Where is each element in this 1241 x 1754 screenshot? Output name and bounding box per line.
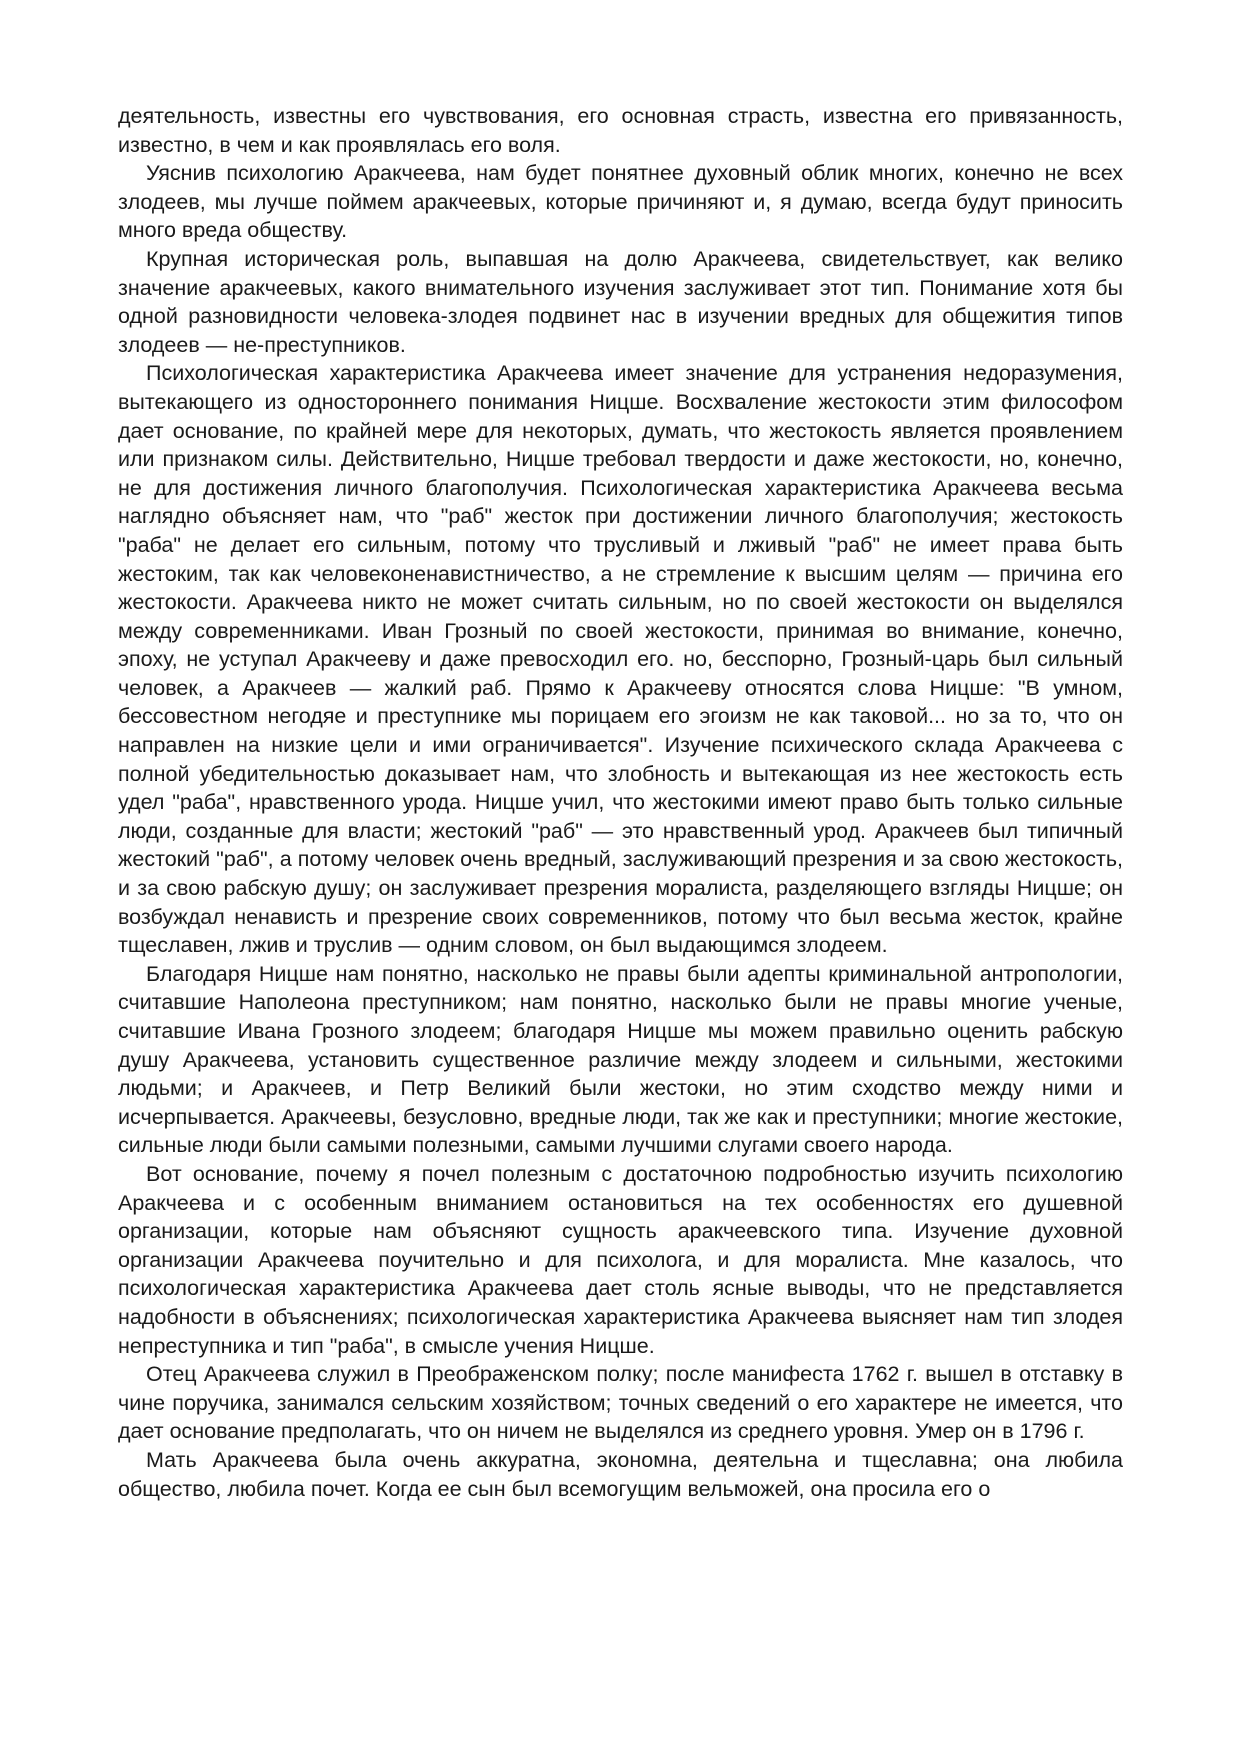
paragraph: Психологическая характеристика Аракчеева имеет значение для устранения недоразумения, вытекающего из одностороннего понимания Ницше. Восхваление жестокости этим философом дает основание, по крайней мере для некоторых, думать, что жестокость является проявлением или признаком силы. Действительно, Ницше требовал твердости и даже жестокости, но, конечно, не для достижения личного благополучия. Психологическая характеристика Аракчеева весьма наглядно объясняет нам, что "раб" жесток при достижении личного благополучия; жестокость "раба" не делает его сильным, потому что трусливый и лживый "раб" не имеет права быть жестоким, так как человеконенавистничество, а не стремление к высшим целям — причина его жестокости. Аракчеева никто не может считать сильным, но по своей жестокости он выделялся между современниками. Иван Грозный по своей жестокости, принимая во внимание, конечно, эпоху, не уступал Аракчееву и даже превосходил его. но, бесспорно, Грозный-царь был сильный человек, а Аракчеев — жалкий раб. Прямо к Аракчееву относятся слова Ницше: "В умном, бессовестном негодяе и преступнике мы порицаем его эгоизм не как таковой... но за то, что он направлен на низкие цели и ими ограничивается". Изучение психического склада Аракчеева с полной убедительностью доказывает нам, что злобность и вытекающая из нее жестокость есть удел "раба", нравственного урода. Ницше учил, что жестокими имеют право быть только сильные люди, созданные для власти; жестокий "раб" — это нравственный урод. Аракчеев был типичный жестокий "раб", а потому человек очень вредный, заслуживающий презрения и за свою жестокость, и за свою рабскую душу; он заслуживает презрения моралиста, разделяющего взгляды Ницше; он возбуждал ненависть и презрение своих современников, потому что был весьма жесток, крайне тщеславен, лжив и труслив — одним словом, он был выдающимся злодеем. <box>118 361 1123 958</box>
paragraph: Отец Аракчеева служил в Преображенском полку; после манифеста 1762 г. вышел в отставку в чине поручика, занимался сельским хозяйством; точных сведений о его характере не имеется, что дает основание предполагать, что он ничем не выделялся из среднего уровня. Умер он в 1796 г. <box>118 1362 1123 1444</box>
paragraph: деятельность, известны его чувствования, его основная страсть, известна его привязанность, известно, в чем и как проявлялась его воля. <box>118 104 1123 157</box>
paragraph: Благодаря Ницше нам понятно, насколько не правы были адепты криминальной антропологии, считавшие Наполеона преступником; нам понятно, насколько были не правы многие ученые, считавшие Ивана Грозного злодеем; благодаря Ницше мы можем правильно оценить рабскую душу Аракчеева, установить существенное различие между злодеем и сильными, жестокими людьми; и Аракчеев, и Петр Великий были жестоки, но этим сходство между ними и исчерпывается. Аракчеевы, безусловно, вредные люди, так же как и преступники; многие жестокие, сильные люди были самыми полезными, самыми лучшими слугами своего народа. <box>118 961 1123 1158</box>
paragraph: Мать Аракчеева была очень аккуратна, экономна, деятельна и тщеславна; она любила общество, любила почет. Когда ее сын был всемогущим вельможей, она просила его о <box>118 1447 1123 1501</box>
document-page <box>118 102 1123 1503</box>
paragraph: Уяснив психологию Аракчеева, нам будет понятнее духовный облик многих, конечно не всех злодеев, мы лучше поймем аракчеевых, которые причиняют и, я думаю, всегда будут приносить много вреда обществу. <box>118 161 1123 243</box>
paragraph: Крупная историческая роль, выпавшая на долю Аракчеева, свидетельствует, как велико значение аракчеевых, какого внимательного изучения заслуживает этот тип. Понимание хотя бы одной разновидности человека-злодея подвинет нас в изучении вредных для общежития типов злодеев — не-преступников. <box>118 246 1123 357</box>
paragraph: Вот основание, почему я почел полезным с достаточною подробностью изучить психологию Аракчеева и с особенным вниманием остановиться на тех особенностях его душевной организации, которые нам объясняют сущность аракчеевского типа. Изучение духовной организации Аракчеева поучительно и для психолога, и для моралиста. Мне казалось, что психологическая характеристика Аракчеева дает столь ясные выводы, что не представляется надобности в объяснениях; психологическая характеристика Аракчеева выясняет нам тип злодея непреступника и тип "раба", в смысле учения Ницше. <box>118 1161 1123 1358</box>
